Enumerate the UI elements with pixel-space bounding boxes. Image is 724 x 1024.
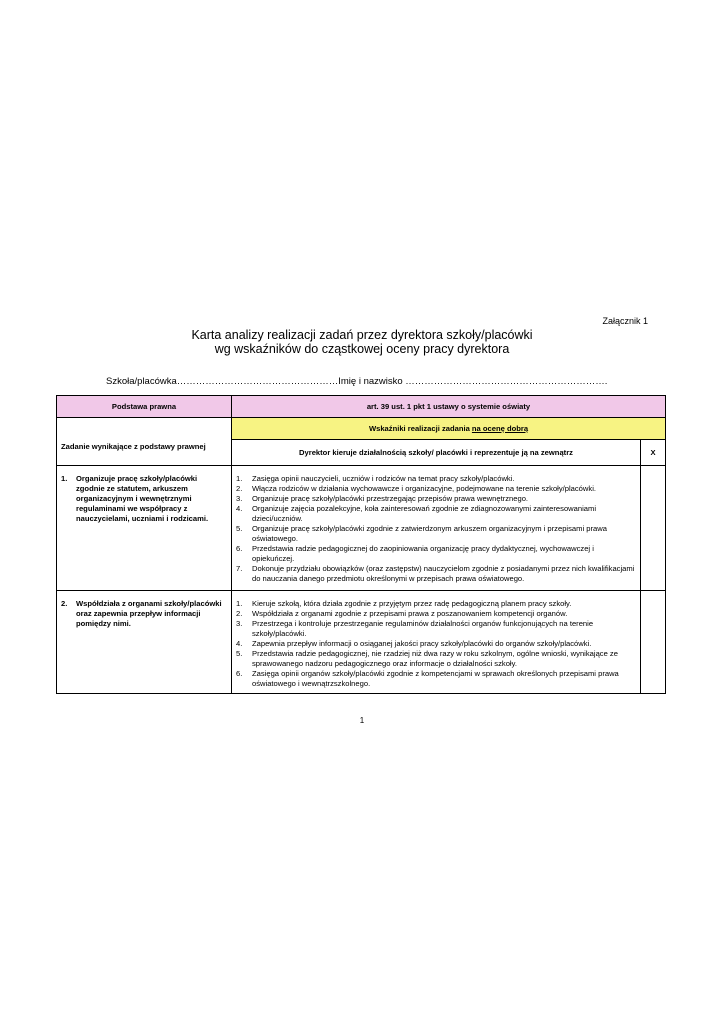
table-row — [57, 591, 666, 694]
analysis-table — [56, 395, 666, 694]
list-item: 2. Współdziała z organami zgodnie z przepisami prawa z poszanowaniem kompetencji organów. — [236, 609, 568, 618]
task-number: 2. — [61, 599, 68, 608]
task-header: Zadanie wynikające z podstawy prawnej — [61, 441, 206, 451]
list-item: 6. Przedstawia radzie pedagogicznej do zaopiniowania organizację pracy dydaktycznej, wychowawczej i opiekuńczej. — [236, 544, 594, 563]
document-title — [0, 328, 724, 356]
indicator-list — [232, 466, 640, 588]
list-item: 3. Organizuje pracę szkoły/placówki przestrzegając przepisów prawa wewnętrznego. — [236, 494, 529, 503]
list-item: 1. Kieruje szkołą, która działa zgodnie z przyjętym przez radę pedagogiczną planem pracy szkoły. — [236, 599, 572, 608]
director-header: Dyrektor kieruje działalnością szkoły/ placówki i reprezentuje ją na zewnątrz — [232, 440, 641, 466]
list-item: 3. Przestrzega i kontroluje przestrzeganie regulaminów działalności organów funkcjonujących na terenie szkoły/placówki. — [236, 619, 594, 638]
school-name-fill-line: Szkoła/placówka……………………………………………Imię i nazwisko ………………………………………………………. — [106, 376, 608, 387]
task-text: Współdziała z organami szkoły/placówki oraz zapewnia przepływ informacji pomiędzy nimi. — [76, 599, 222, 628]
title-line-2: wg wskaźników do cząstkowej oceny pracy dyrektora — [214, 342, 510, 356]
legal-article-header: art. 39 ust. 1 pkt 1 ustawy o systemie oświaty — [232, 396, 666, 418]
list-item: 5. Przedstawia radzie pedagogicznej, nie rzadziej niż dwa razy w roku szkolnym, ogólne wnioski, wynikające ze sprawowanego nadzoru pedagogicznego oraz informacje o działalności szkoły. — [236, 649, 618, 668]
indicators-cell — [232, 591, 641, 694]
mark-cell[interactable] — [641, 591, 666, 694]
indicator-list — [232, 591, 640, 693]
mark-cell[interactable] — [641, 466, 666, 591]
mark-header: X — [641, 440, 666, 466]
table-row — [57, 466, 666, 591]
task-text: Organizuje pracę szkoły/placówki zgodnie ze statutem, arkuszem organizacyjnym i wewnętrznymi regulaminami we współpracy z nauczycielami, uczniami i rodzicami. — [76, 474, 209, 523]
list-item: 4. Zapewnia przepływ informacji o osiąganej jakości pracy szkoły/placówki do organów szkoły/placówki. — [236, 639, 592, 648]
list-item: 4. Organizuje zajęcia pozalekcyjne, koła zainteresowań zgodnie ze zdiagnozowanymi zainteresowaniami dzieci/uczniów. — [236, 504, 597, 523]
legal-basis-header: Podstawa prawna — [57, 396, 232, 418]
task-header-cell — [57, 418, 232, 466]
list-item: 5. Organizuje pracę szkoły/placówki zgodnie z zatwierdzonym arkuszem organizacyjnym i przepisami prawa oświatowego. — [236, 524, 607, 543]
list-item: 1. Zasięga opinii nauczycieli, uczniów i rodziców na temat pracy szkoły/placówki. — [236, 474, 515, 483]
list-item: 7. Dokonuje przydziału obowiązków (oraz zastępstw) nauczycielom zgodnie z posiadanymi przez nich kwalifikacjami do nauczania danego przedmiotu określonymi w przepisach prawa oświatowego. — [236, 564, 635, 583]
task-cell — [57, 466, 232, 591]
list-item: 6. Zasięga opinii organów szkoły/placówki zgodnie z kompetencjami w sprawach określonych przepisami prawa oświatowego i wewnątrzszkolnego. — [236, 669, 619, 688]
title-line-1: Karta analizy realizacji zadań przez dyrektora szkoły/placówki — [191, 328, 533, 342]
task-cell — [57, 591, 232, 694]
page-number: 1 — [359, 716, 365, 725]
list-item: 2. Włącza rodziców w działania wychowawcze i organizacyjne, podejmowane na terenie szkoły/placówki. — [236, 484, 596, 493]
indicators-grade: na ocenę dobrą — [471, 423, 529, 433]
annex-label: Załącznik 1 — [602, 316, 648, 326]
indicators-cell — [232, 466, 641, 591]
task-number: 1. — [61, 474, 68, 483]
indicators-prefix: Wskaźniki realizacji zadania — [368, 423, 472, 433]
indicators-header — [232, 418, 666, 440]
